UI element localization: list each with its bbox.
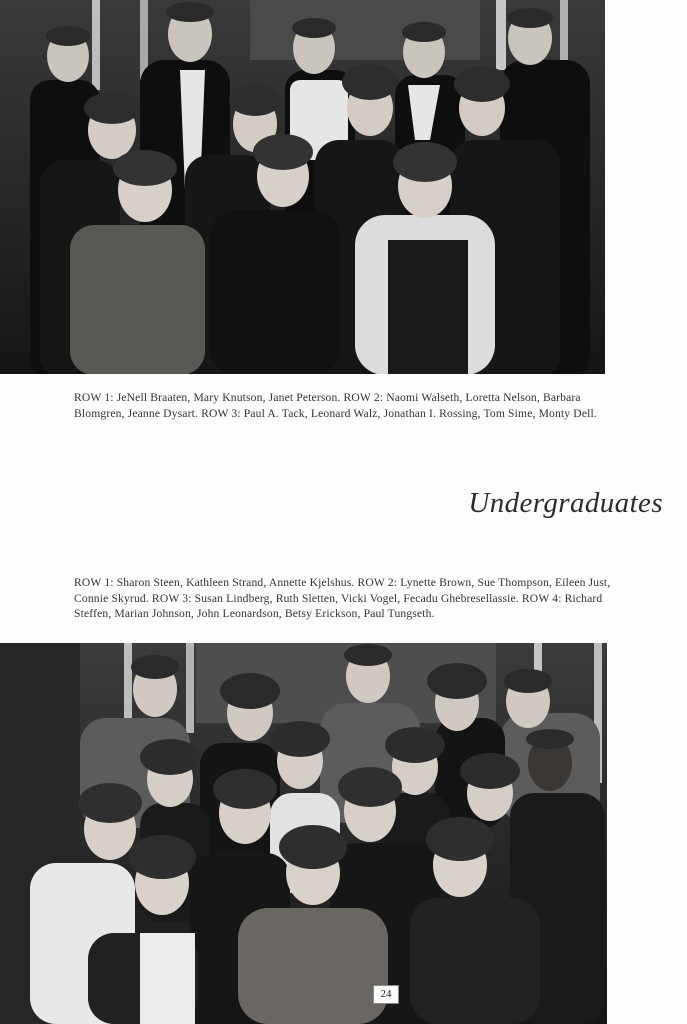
- caption-bottom: ROW 1: Sharon Steen, Kathleen Strand, Annette Kjelshus. ROW 2: Lynette Brown, Sue Thompson, Eileen Just, Connie Skyrud. ROW 3: Susan Lindberg, Ruth Sletten, Vicki Vogel, Fecadu Ghebresellassie. ROW 4: Richard Steffen, Marian Johnson, John Leonardson, Betsy Erickson, Paul Tungseth.: [74, 576, 611, 620]
- section-heading: Undergraduates: [468, 487, 663, 519]
- group-photo-top: [0, 0, 605, 374]
- group-photo-bottom-illustration: [0, 643, 607, 1024]
- group-photo-bottom: [0, 643, 607, 1024]
- page-number: 24: [373, 985, 399, 1004]
- caption-top: ROW 1: JeNell Braaten, Mary Knutson, Janet Peterson. ROW 2: Naomi Walseth, Loretta Nelson, Barbara Blomgren, Jeanne Dysart. ROW 3: Paul A. Tack, Leonard Walz, Jonathan I. Rossing, Tom Sime, Monty Dell.: [74, 391, 597, 420]
- group-photo-top-illustration: [0, 0, 605, 374]
